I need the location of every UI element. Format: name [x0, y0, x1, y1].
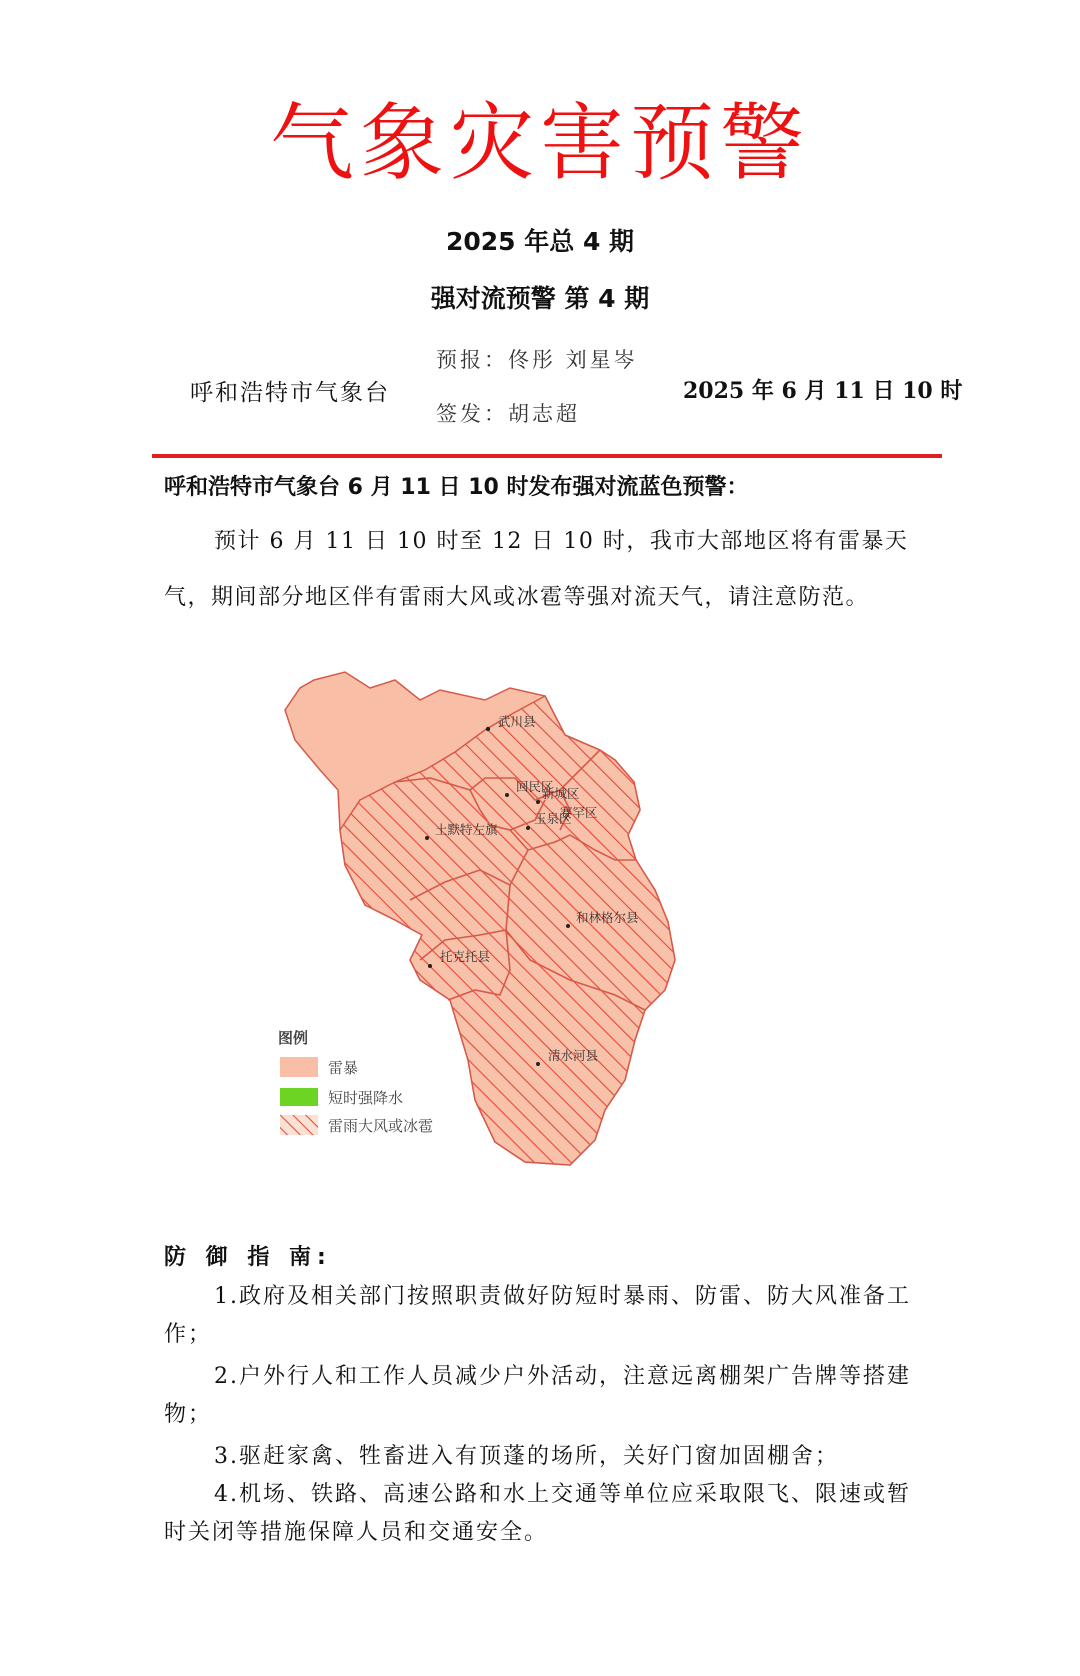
guidance-item: 1.政府及相关部门按照职责做好防短时暴雨、防雷、防大风准备工作；	[164, 1284, 911, 1347]
legend-wind-hail: 雷雨大风或冰雹	[328, 1117, 434, 1135]
guidance-heading: 防 御 指 南:	[164, 1245, 332, 1270]
issuing-office: 呼和浩特市气象台	[190, 380, 390, 406]
label-xincheng: 新城区	[542, 786, 580, 801]
header-divider	[152, 454, 942, 458]
warning-body: 预计 6 月 11 日 10 时至 12 日 10 时，我市大部地区将有雷暴天气，期间部分地区伴有雷雨大风或冰雹等强对流天气，请注意防范。	[164, 529, 909, 610]
label-saihan: 赛罕区	[560, 805, 598, 820]
guidance-item: 3.驱赶家禽、牲畜进入有顶蓬的场所，关好门窗加固棚舍；	[214, 1444, 839, 1469]
issue-type: 强对流预警 第 4 期	[430, 284, 650, 313]
legend-swatch-wind-hail	[280, 1115, 318, 1135]
legend-heavy-rain: 短时强降水	[328, 1089, 404, 1107]
label-yuquan: 玉泉区	[534, 811, 572, 826]
label-wuchuan: 武川县	[498, 714, 536, 729]
issuer-line: 签发：胡志超	[436, 402, 580, 426]
issue-total: 2025 年总 4 期	[445, 227, 635, 256]
legend-swatch-thunderstorm	[280, 1057, 318, 1077]
guidance-item: 2.户外行人和工作人员减少户外活动，注意远离棚架广告牌等搭建物；	[164, 1364, 911, 1427]
label-huimin: 回民区	[516, 779, 554, 794]
issue-datetime: 2025 年 6 月 11 日 10 时	[683, 378, 963, 404]
label-tuoketuo: 托克托县	[440, 949, 491, 964]
warning-lead: 呼和浩特市气象台 6 月 11 日 10 时发布强对流蓝色预警：	[164, 475, 749, 500]
legend-swatch-heavy-rain	[280, 1088, 318, 1106]
label-helinger: 和林格尔县	[576, 910, 639, 925]
map-legend	[278, 1029, 433, 1135]
document-title: 气象灾害预警	[269, 94, 810, 192]
guidance-item: 4.机场、铁路、高速公路和水上交通等单位应采取限飞、限速或暂时关闭等措施保障人员和交通安全。	[164, 1482, 911, 1545]
warning-area-map	[270, 660, 710, 1170]
label-tumote: 土默特左旗	[435, 822, 498, 837]
legend-title: 图例	[278, 1029, 309, 1047]
label-qingshuihe: 清水河县	[548, 1048, 599, 1063]
legend-thunderstorm: 雷暴	[328, 1059, 359, 1077]
forecaster-line: 预报：佟彤 刘星岑	[436, 348, 638, 372]
